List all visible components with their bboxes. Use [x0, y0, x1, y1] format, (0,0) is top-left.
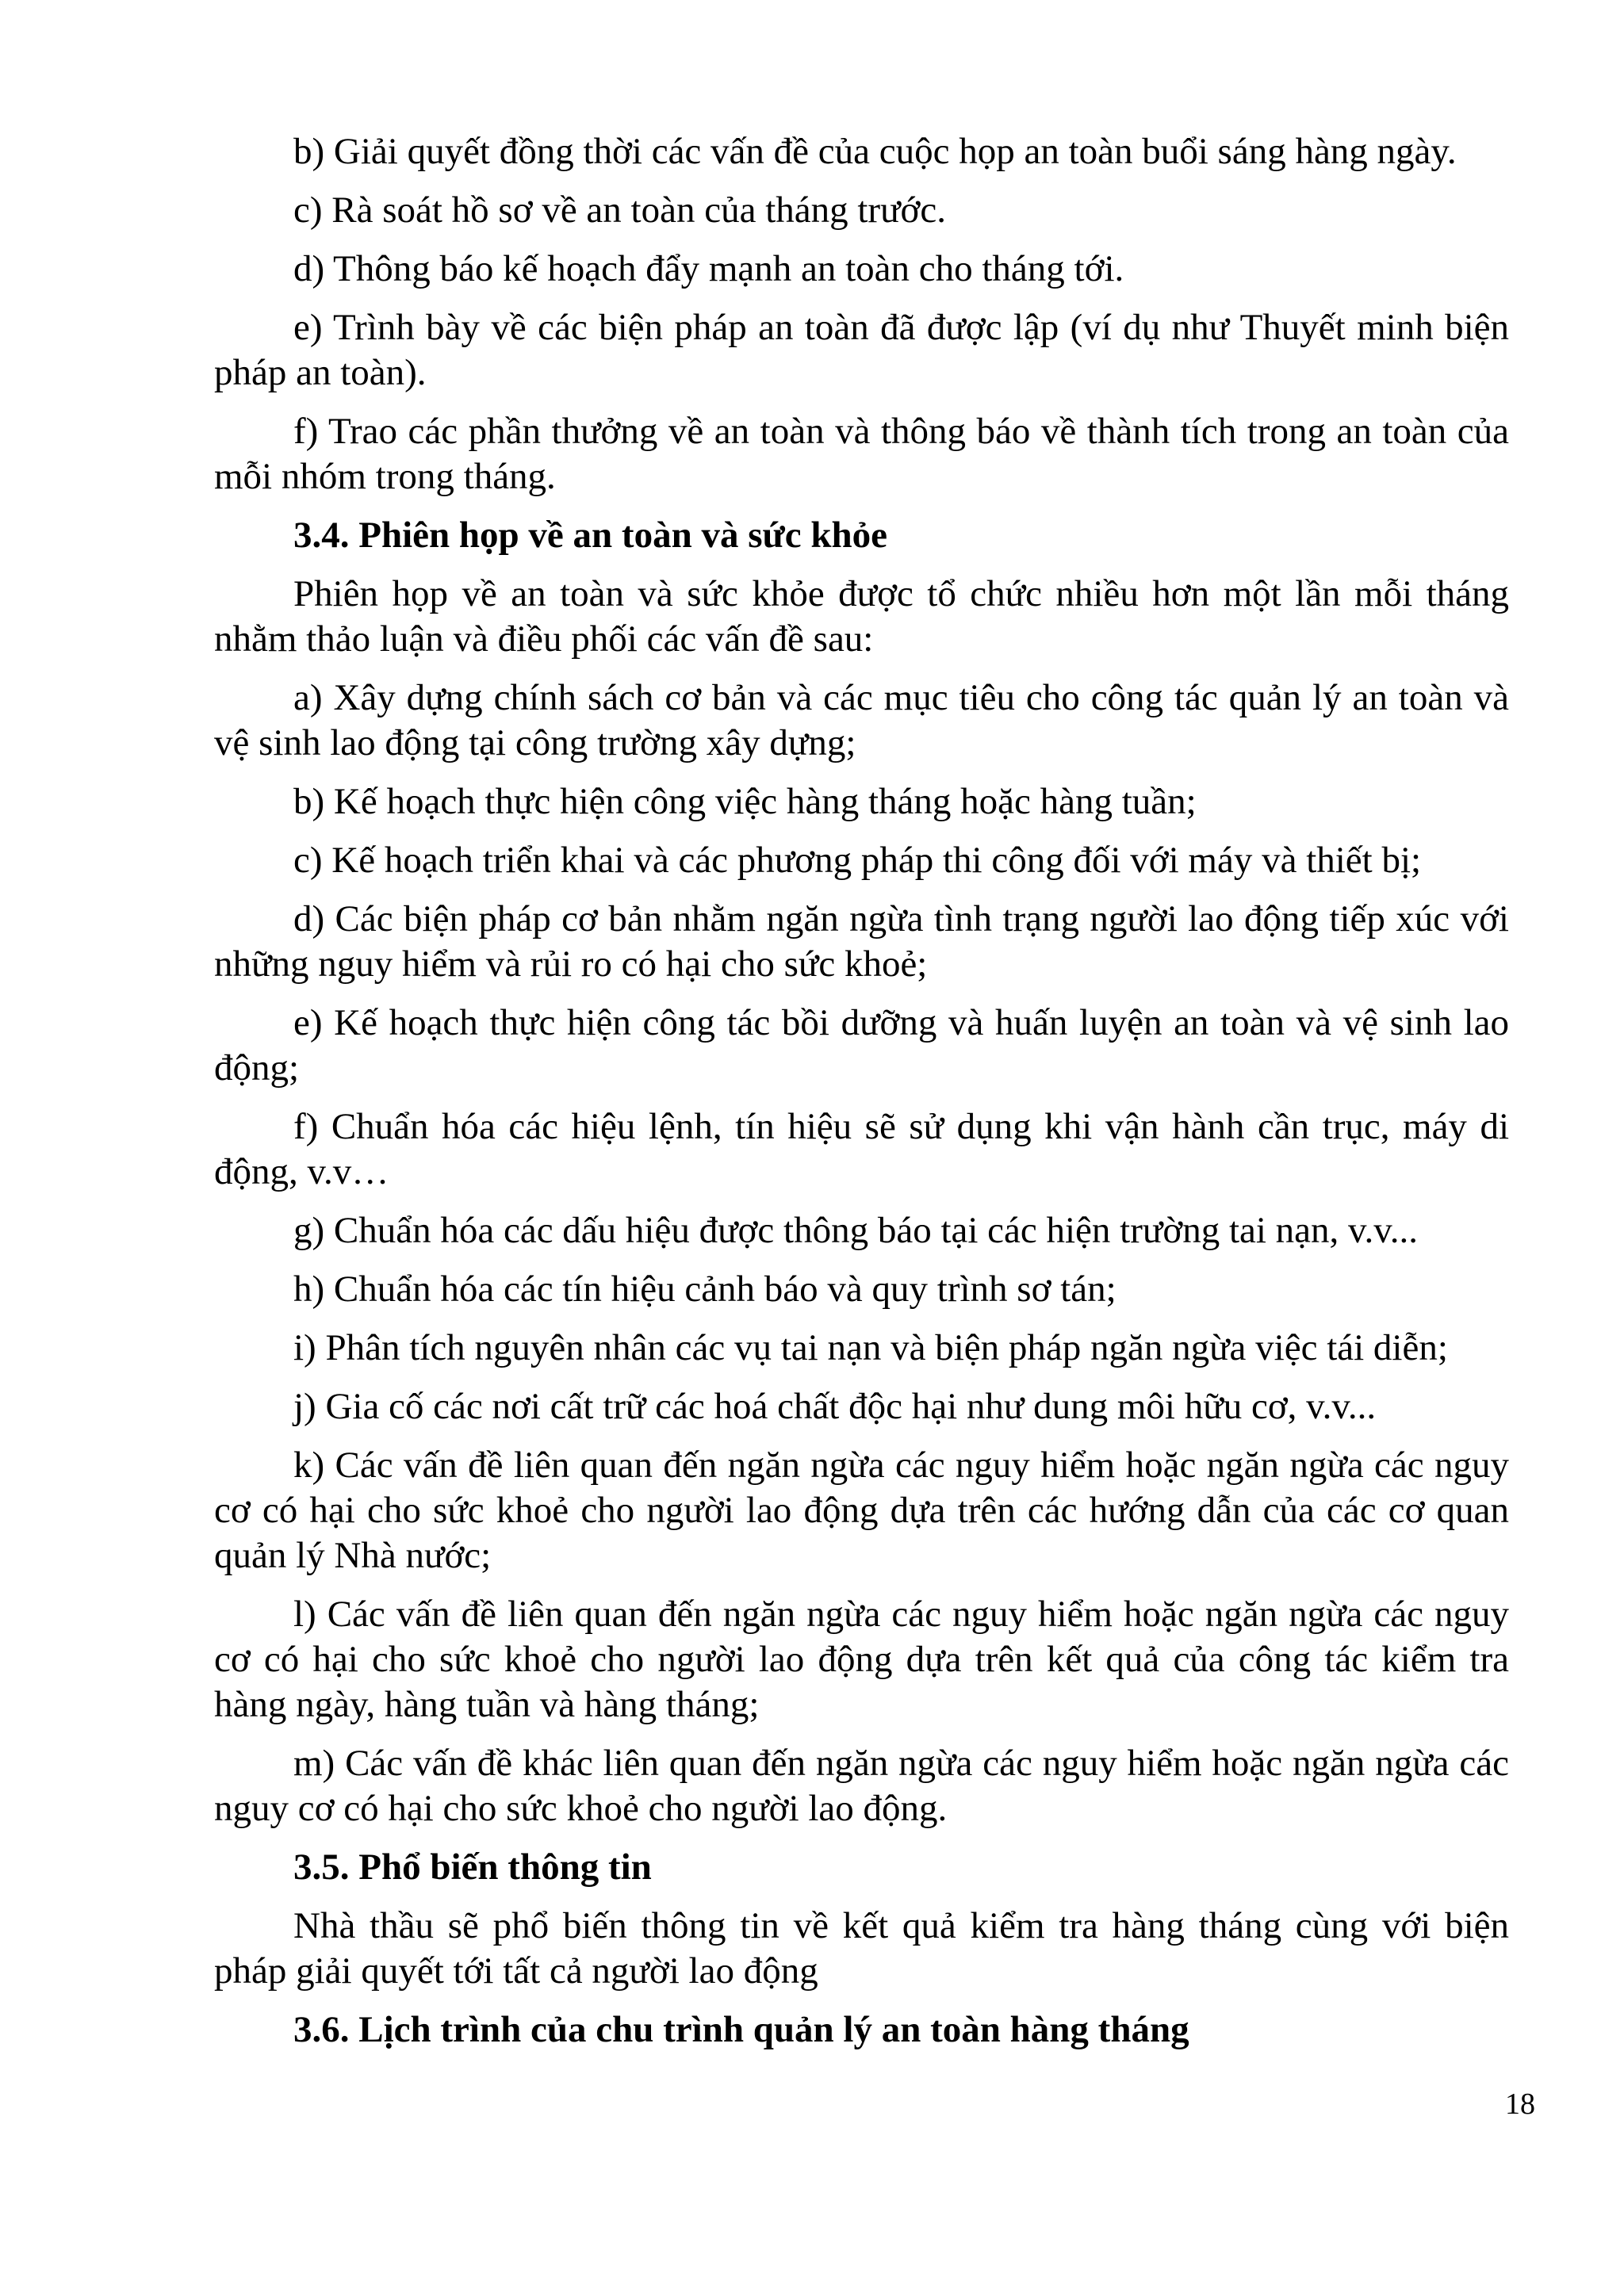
list-item: e) Kế hoạch thực hiện công tác bồi dưỡng và huấn luyện an toàn và vệ sinh lao động; [214, 1002, 1509, 1089]
list-item: j) Gia cố các nơi cất trữ các hoá chất độc hại như dung môi hữu cơ, v.v... [293, 1386, 1377, 1427]
list-item: b) Giải quyết đồng thời các vấn đề của cuộc họp an toàn buổi sáng hàng ngày. [293, 131, 1457, 172]
list-item: d) Thông báo kế hoạch đẩy mạnh an toàn cho tháng tới. [293, 248, 1124, 289]
list-item: b) Kế hoạch thực hiện công việc hàng tháng hoặc hàng tuần; [293, 781, 1197, 822]
section-body: Nhà thầu sẽ phổ biến thông tin về kết quả kiểm tra hàng tháng cùng với biện pháp giải quyết tới tất cả người lao động [214, 1905, 1509, 1992]
list-item: f) Trao các phần thưởng về an toàn và thông báo về thành tích trong an toàn của mỗi nhóm trong tháng. [214, 411, 1509, 497]
list-continuation [214, 129, 1509, 499]
list-item: l) Các vấn đề liên quan đến ngăn ngừa các nguy hiểm hoặc ngăn ngừa các nguy cơ có hại cho sức khoẻ cho người lao động dựa trên kết quả của công tác kiểm tra hàng ngày, hàng tuần và hàng tháng; [214, 1594, 1509, 1725]
section-heading: 3.4. Phiên họp về an toàn và sức khỏe [293, 515, 887, 556]
section-3-6 [214, 2007, 1509, 2053]
page-number: 18 [1505, 2087, 1535, 2121]
section-3-5 [214, 1845, 1509, 1994]
list-item: c) Rà soát hồ sơ về an toàn của tháng trước. [293, 189, 947, 231]
list-item: h) Chuẩn hóa các tín hiệu cảnh báo và quy trình sơ tán; [293, 1269, 1116, 1310]
list-item: k) Các vấn đề liên quan đến ngăn ngừa các nguy hiểm hoặc ngăn ngừa các nguy cơ có hại cho sức khoẻ cho người lao động dựa trên các hướng dẫn của các cơ quan quản lý Nhà nước; [214, 1445, 1509, 1576]
list-item: c) Kế hoạch triển khai và các phương pháp thi công đối với máy và thiết bị; [293, 840, 1422, 881]
list-item: a) Xây dựng chính sách cơ bản và các mục tiêu cho công tác quản lý an toàn và vệ sinh lao động tại công trường xây dựng; [214, 677, 1509, 763]
section-3-4 [214, 513, 1509, 1831]
list-item: g) Chuẩn hóa các dấu hiệu được thông báo tại các hiện trường tai nạn, v.v... [293, 1210, 1418, 1251]
section-intro: Phiên họp về an toàn và sức khỏe được tổ chức nhiều hơn một lần mỗi tháng nhằm thảo luận và điều phối các vấn đề sau: [214, 573, 1509, 660]
list-item: d) Các biện pháp cơ bản nhằm ngăn ngừa tình trạng người lao động tiếp xúc với những nguy hiểm và rủi ro có hại cho sức khoẻ; [214, 898, 1509, 985]
list-item: i) Phân tích nguyên nhân các vụ tai nạn và biện pháp ngăn ngừa việc tái diễn; [293, 1327, 1448, 1368]
list-item: e) Trình bày về các biện pháp an toàn đã được lập (ví dụ như Thuyết minh biện pháp an toàn). [214, 307, 1509, 393]
section-heading: 3.6. Lịch trình của chu trình quản lý an toàn hàng tháng [293, 2009, 1189, 2050]
section-heading: 3.5. Phổ biến thông tin [293, 1846, 652, 1888]
list-item: f) Chuẩn hóa các hiệu lệnh, tín hiệu sẽ sử dụng khi vận hành cần trục, máy di động, v.v… [214, 1106, 1509, 1192]
list-item: m) Các vấn đề khác liên quan đến ngăn ngừa các nguy hiểm hoặc ngăn ngừa các nguy cơ có hại cho sức khoẻ cho người lao động. [214, 1743, 1509, 1829]
